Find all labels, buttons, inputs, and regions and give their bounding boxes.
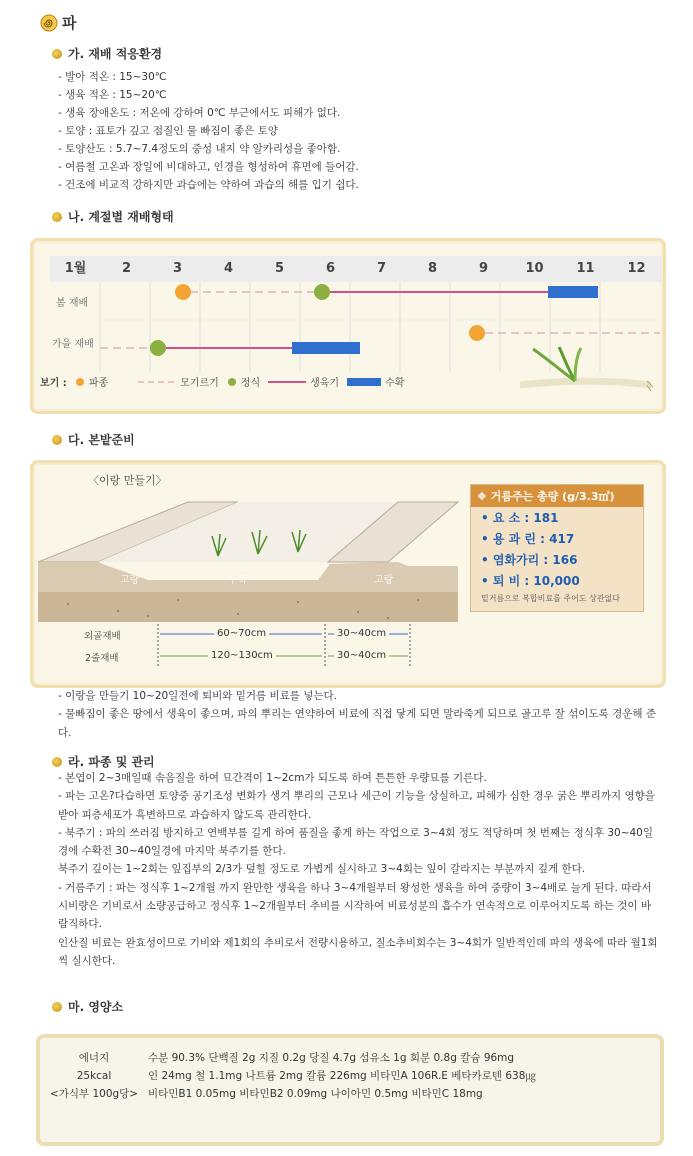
ridge-diagram <box>38 496 468 626</box>
nutrition-text: 인 24mg 철 1.1mg 나트륨 2mg 칼륨 226mg 비타민A 106R.E 베타카로텐 638㎍ <box>148 1070 536 1082</box>
paragraph: 인산질 비료는 완효성이므로 기비와 제1회의 추비로서 전량시용하고, 질소추비회수는 3~4회가 일반적인데 파의 생육에 따라 월1회씩 실시한다. <box>58 936 658 967</box>
fertilizer-row: • 염화가리 : 166 <box>481 553 578 567</box>
spring-harvest-bar <box>548 286 598 298</box>
spiral-icon <box>40 14 58 32</box>
autumn-harvest-bar <box>292 342 360 354</box>
spring-planting-dot <box>314 284 330 300</box>
autumn-planting-dot <box>150 340 166 356</box>
bullet-icon <box>52 1002 62 1012</box>
list-item: - 발아 적온 : 15~30℃ <box>58 71 167 83</box>
furrow-label-left: 고랑 <box>120 575 140 586</box>
dim-furrow-value: 30~40cm <box>334 650 389 661</box>
legend-label: 모기르기 <box>180 378 219 389</box>
paragraph: - 파는 고온?다습하면 토양중 공기조성 변화가 생겨 뿌리의 근모나 세근이 기능을 상실하고, 피해가 심한 경우 굵은 뿌리까지 영향을 받아 피층세포가 흑변하므로 과습하지 않도록 관리한다. <box>58 790 655 821</box>
ridge-label: 두둑 <box>228 575 248 586</box>
dim-row-label: 2줄재배 <box>85 653 119 664</box>
month-label: 4 <box>223 261 234 276</box>
nutrition-row <box>40 1086 483 1101</box>
month-label: 1월 <box>64 261 87 276</box>
calendar-months <box>50 256 662 282</box>
section-heading-e <box>52 998 123 1015</box>
fertilizer-row: • 용 과 린 : 417 <box>481 532 575 546</box>
nutrition-row <box>40 1068 536 1083</box>
heading-text: 나. 계절별 재배형태 <box>68 210 174 224</box>
row-label-autumn: 가을 재배 <box>52 339 94 350</box>
bullet-icon <box>52 49 62 59</box>
legend-planting <box>227 374 260 389</box>
fertilizer-note: 밑거름으로 복합비료를 주어도 상관없다 <box>481 594 621 603</box>
nutrition-label: 에너지 <box>78 1052 110 1064</box>
legend-label: 파종 <box>88 378 109 389</box>
autumn-sowing-dot <box>469 325 485 341</box>
month-label: 12 <box>627 261 646 276</box>
nutrition-label: 25kcal <box>76 1070 112 1082</box>
fertilizer-title: ❖ 거름주는 총량 (g/3.3㎡) <box>471 485 643 507</box>
legend-sowing <box>75 374 108 389</box>
bullet-icon <box>52 212 62 222</box>
legend-label: 정식 <box>240 378 261 389</box>
legend-prefix: 보기 : <box>40 378 67 389</box>
paragraph: 북주기 깊이는 1~2회는 잎집부의 2/3가 덮힐 정도로 가볍게 실시하고 3~4회는 잎이 갈라지는 부분까지 깊게 한다. <box>58 863 586 876</box>
heading-text: 라. 파종 및 관리 <box>68 755 155 769</box>
bullet-icon <box>52 435 62 445</box>
dim-ridge-value: 60~70cm <box>214 628 269 639</box>
legend-growth <box>268 374 339 389</box>
month-label: 6 <box>325 261 336 276</box>
green-onion-illustration <box>515 345 655 391</box>
spring-sowing-dot <box>175 284 191 300</box>
nutrition-row <box>40 1050 514 1065</box>
diagram-title: 〈이랑 만들기〉 <box>88 474 167 487</box>
month-label: 2 <box>121 261 132 276</box>
section-heading-a <box>52 45 162 62</box>
section-a-list <box>58 68 359 194</box>
month-label: 8 <box>427 261 438 276</box>
fertilizer-row: • 퇴 비 : 10,000 <box>481 574 580 588</box>
nutrition-label: <가식부 100g당> <box>49 1088 139 1100</box>
section-d-text <box>58 769 658 970</box>
calendar-legend <box>40 374 404 389</box>
section-c-text <box>58 687 658 742</box>
month-label: 9 <box>478 261 489 276</box>
nutrition-text: 수분 90.3% 단백질 2g 지질 0.2g 당질 4.7g 섬유소 1g 회분 0.8g 칼슘 96mg <box>148 1052 515 1064</box>
legend-harvest <box>347 374 404 389</box>
heading-text: 마. 영양소 <box>68 1000 124 1014</box>
heading-text: 다. 본밭준비 <box>68 433 135 447</box>
section-heading-b <box>52 208 174 225</box>
month-label: 7 <box>376 261 387 276</box>
paragraph: - 본엽이 2~3매일때 솎음질을 하여 묘간격이 1~2cm가 되도록 하여 튼튼한 우량묘를 기른다. <box>58 772 487 784</box>
paragraph: - 이랑을 만들기 10~20일전에 퇴비와 밑거름 비료를 넣는다. <box>58 690 338 702</box>
list-item: - 토양 : 표토가 깊고 점질인 물 빠짐이 좋은 토양 <box>58 125 278 137</box>
month-label: 11 <box>576 261 595 276</box>
dim-row-label: 외골재배 <box>84 631 121 642</box>
legend-label: 수확 <box>385 378 405 389</box>
section-heading-c <box>52 431 135 448</box>
paragraph: - 북주기 : 파의 쓰러짐 방지하고 연백부를 길게 하여 품질을 좋게 하는 작업으로 3~4회 정도 적당하며 첫 번째는 정식후 30~40일경에 수확전 30~40일경에 마지막 북주기를 한다. <box>58 826 653 858</box>
month-label: 5 <box>274 261 285 276</box>
row-label-spring: 봄 재배 <box>56 298 89 309</box>
title-text: 파 <box>62 14 77 32</box>
legend-label: 생육기 <box>310 378 340 389</box>
list-item: - 생육 장애온도 : 저온에 강하여 0℃ 부근에서도 피해가 없다. <box>58 107 341 119</box>
month-label: 10 <box>525 261 544 276</box>
nutrition-box <box>36 1034 664 1146</box>
list-item: - 건조에 비교적 강하지만 과습에는 약하여 과습의 해를 입기 쉽다. <box>58 179 359 191</box>
month-label: 3 <box>172 261 183 276</box>
legend-nursery <box>138 374 219 389</box>
paragraph: - 거름주기 : 파는 정식후 1~2개월 까지 완만한 생육을 하나 3~4개월부터 왕성한 생육을 하여 중량이 3~4배로 늘게 된다. 따라서 시비량은 기비로서 소량공급하고 정식후 1~2개월부터 추비를 시작하여 비료성분의 흡수가 연속적으로 이루어지도록 하는 것이 바람직하다. <box>58 881 652 931</box>
list-item: - 여름철 고온과 장일에 비대하고, 인경을 형성하여 휴면에 들어감. <box>58 161 359 173</box>
list-item: - 토양산도 : 5.7~7.4정도의 중성 내지 약 알카리성을 좋아함. <box>58 143 341 155</box>
list-item: - 생육 적온 : 15~20℃ <box>58 89 167 101</box>
bullet-icon <box>52 757 62 767</box>
section-heading-d <box>52 753 155 770</box>
fertilizer-row: • 요 소 : 181 <box>481 511 559 525</box>
furrow-label-right: 고랑 <box>374 575 394 586</box>
paragraph: - 물빠짐이 좋은 땅에서 생육이 좋으며, 파의 뿌리는 연약하여 비료에 직접 닿게 되면 말라죽게 되므로 골고루 잘 섞이도록 경운해 준다. <box>58 708 656 739</box>
dim-ridge-value: 120~130cm <box>208 650 276 661</box>
fertilizer-box <box>470 484 644 612</box>
nutrition-text: 비타민B1 0.05mg 비타민B2 0.09mg 나이아민 0.5mg 비타민C 18mg <box>148 1088 483 1100</box>
heading-text: 가. 재배 적응환경 <box>68 47 163 61</box>
page-title <box>40 12 77 33</box>
dim-furrow-value: 30~40cm <box>334 628 389 639</box>
